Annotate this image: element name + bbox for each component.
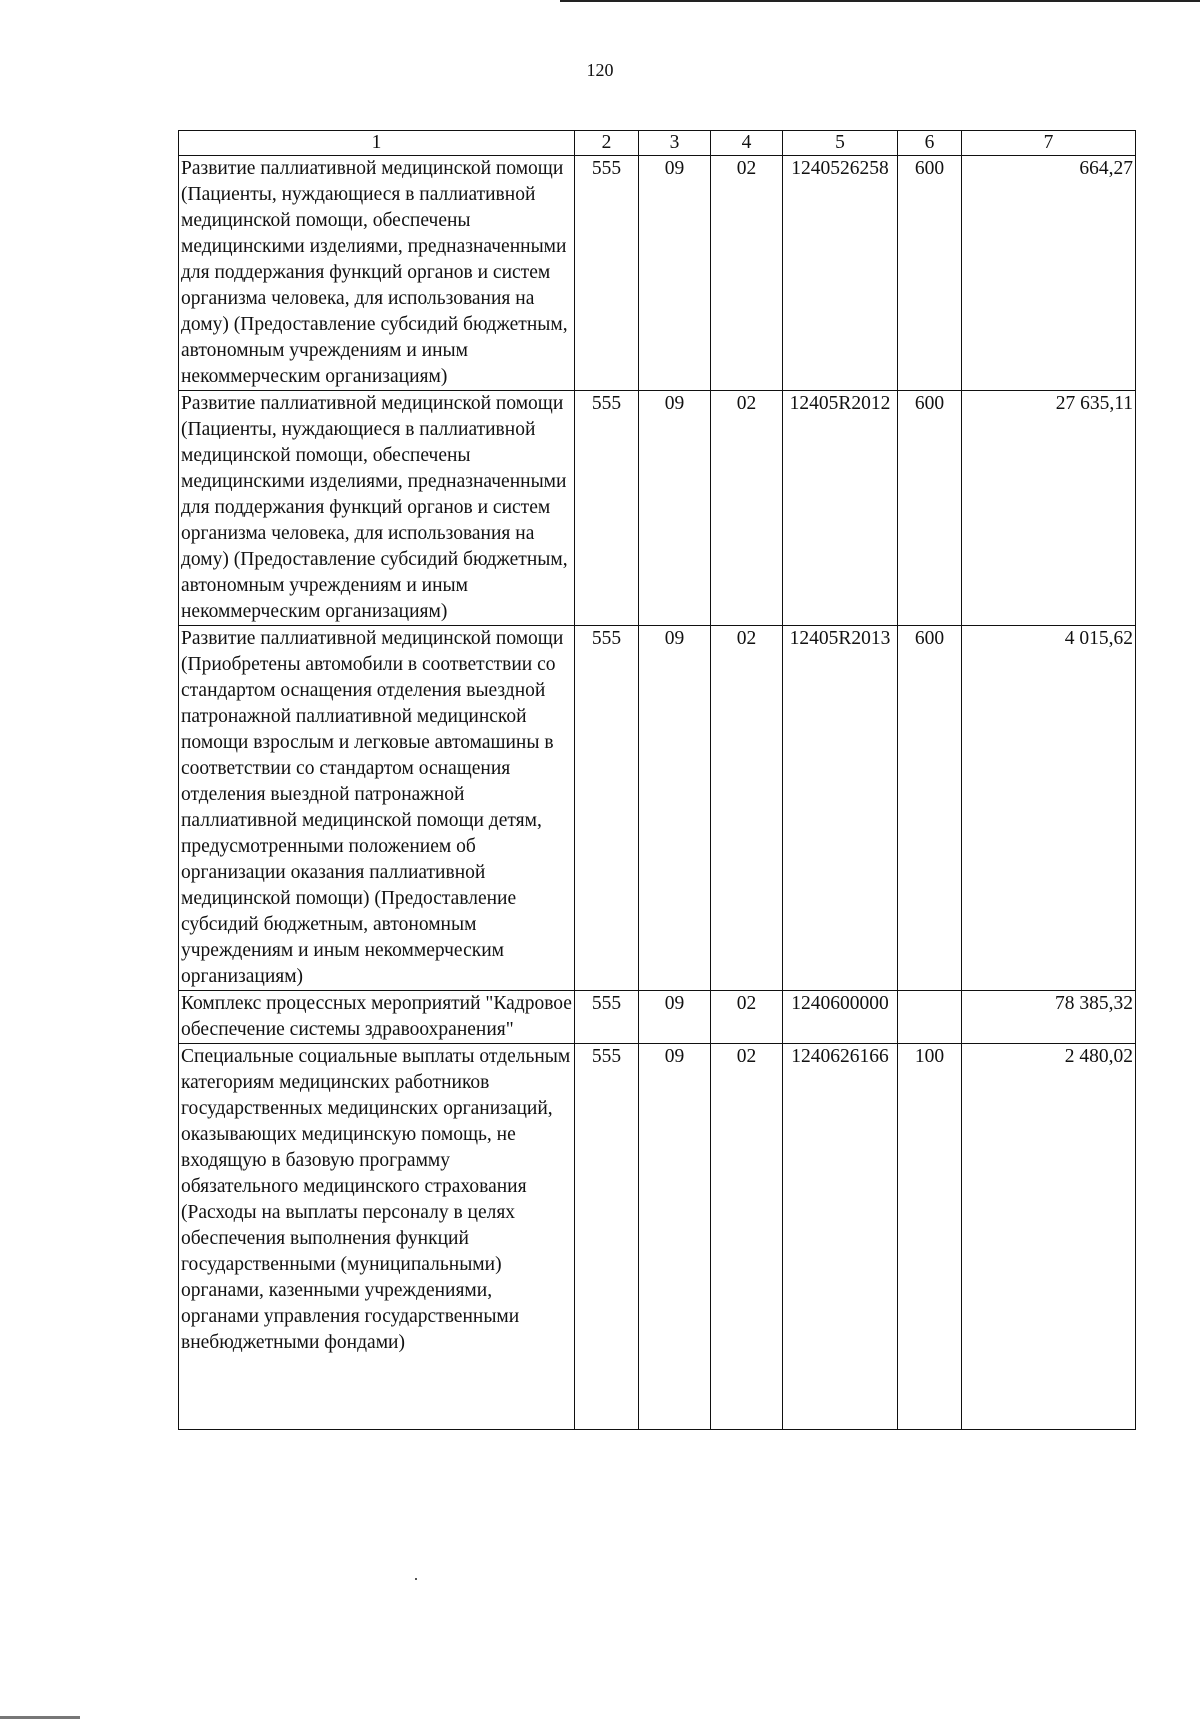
row-ministry-code: 555 <box>575 1044 639 1430</box>
row-section: 09 <box>639 626 711 991</box>
row-amount: 664,27 <box>962 156 1136 391</box>
table-row <box>179 626 1136 991</box>
row-amount: 27 635,11 <box>962 391 1136 626</box>
budget-table <box>178 130 1136 1430</box>
scan-edge-line <box>560 0 1200 2</box>
row-name: Развитие паллиативной медицинской помощи (Пациенты, нуждающиеся в паллиативной медицинской помощи, обеспечены медицинскими изделиями, предназначенными для поддержания функций органов и систем организма человека, для использования на дому) (Предоставление субсидий бюджетным, автономным учреждениям и иным некоммерческим организациям) <box>179 156 575 391</box>
row-ministry-code: 555 <box>575 156 639 391</box>
row-expense-type: 600 <box>898 626 962 991</box>
header-col-3: 3 <box>639 131 711 156</box>
row-ministry-code: 555 <box>575 991 639 1044</box>
row-name: Развитие паллиативной медицинской помощи (Пациенты, нуждающиеся в паллиативной медицинской помощи, обеспечены медицинскими изделиями, предназначенными для поддержания функций органов и систем организма человека, для использования на дому) (Предоставление субсидий бюджетным, автономным учреждениям и иным некоммерческим организациям) <box>179 391 575 626</box>
row-target-article: 1240626166 <box>783 1044 898 1430</box>
row-section: 09 <box>639 1044 711 1430</box>
table-row <box>179 1044 1136 1430</box>
row-ministry-code: 555 <box>575 391 639 626</box>
header-col-4: 4 <box>711 131 783 156</box>
row-amount: 78 385,32 <box>962 991 1136 1044</box>
row-target-article: 12405R2012 <box>783 391 898 626</box>
row-expense-type: 100 <box>898 1044 962 1430</box>
row-section: 09 <box>639 991 711 1044</box>
scan-speck <box>415 1578 417 1580</box>
row-subsection: 02 <box>711 991 783 1044</box>
row-expense-type <box>898 991 962 1044</box>
table-row <box>179 156 1136 391</box>
header-col-1: 1 <box>179 131 575 156</box>
row-expense-type: 600 <box>898 391 962 626</box>
row-section: 09 <box>639 156 711 391</box>
row-target-article: 1240526258 <box>783 156 898 391</box>
table-row <box>179 991 1136 1044</box>
row-target-article: 1240600000 <box>783 991 898 1044</box>
row-amount: 4 015,62 <box>962 626 1136 991</box>
row-subsection: 02 <box>711 626 783 991</box>
row-name: Комплекс процессных мероприятий "Кадровое обеспечение системы здравоохранения" <box>179 991 575 1044</box>
header-col-2: 2 <box>575 131 639 156</box>
row-subsection: 02 <box>711 391 783 626</box>
row-ministry-code: 555 <box>575 626 639 991</box>
row-amount: 2 480,02 <box>962 1044 1136 1430</box>
scan-edge-mark <box>0 1716 80 1719</box>
row-name: Специальные социальные выплаты отдельным категориям медицинских работников государственных медицинских организаций, оказывающих медицинскую помощь, не входящую в базовую программу обязательного медицинского страхования (Расходы на выплаты персоналу в целях обеспечения выполнения функций государственными (муниципальными) органами, казенными учреждениями, органами управления государственными внебюджетными фондами) <box>179 1044 575 1430</box>
header-col-5: 5 <box>783 131 898 156</box>
row-target-article: 12405R2013 <box>783 626 898 991</box>
row-section: 09 <box>639 391 711 626</box>
page-number: 120 <box>586 60 614 80</box>
header-row <box>179 131 1136 156</box>
row-expense-type: 600 <box>898 156 962 391</box>
header-col-6: 6 <box>898 131 962 156</box>
table-row <box>179 391 1136 626</box>
row-name: Развитие паллиативной медицинской помощи (Приобретены автомобили в соответствии со стандартом оснащения отделения выездной патронажной паллиативной медицинской помощи взрослым и легковые автомашины в соответствии со стандартом оснащения отделения выездной патронажной паллиативной медицинской помощи детям, предусмотренными положением об организации оказания паллиативной медицинской помощи) (Предоставление субсидий бюджетным, автономным учреждениям и иным некоммерческим организациям) <box>179 626 575 991</box>
row-subsection: 02 <box>711 156 783 391</box>
header-col-7: 7 <box>962 131 1136 156</box>
row-subsection: 02 <box>711 1044 783 1430</box>
